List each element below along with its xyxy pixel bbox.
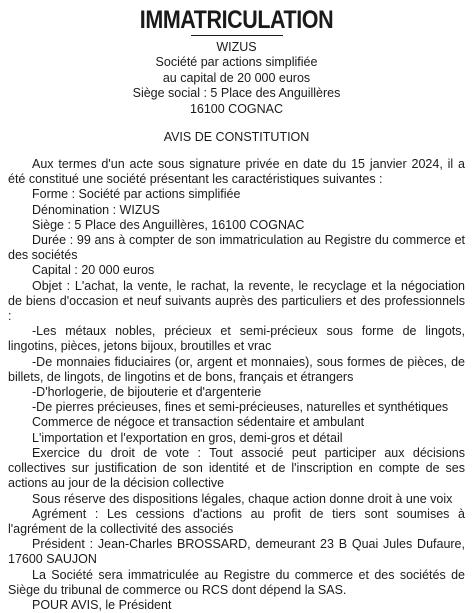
notice-title: AVIS DE CONSTITUTION — [163, 130, 310, 145]
company-form: Société par actions simplifiée — [155, 55, 318, 70]
paragraph: Exercice du droit de vote : Tout associé peut participer aux décisions collectives sur justification de son identité et de l'inscription en compte de ses actions au jour de la décision collective — [8, 445, 465, 491]
paragraph: Objet : L'achat, la vente, le rachat, la revente, le recyclage et la négociation de biens d'occasion et neuf suivants auprès des particuliers et des professionnels : — [8, 278, 465, 324]
paragraph: -De monnaies fiduciaires (or, argent et monnaies), sous formes de pièces, de billets, de lingots, de lingotins et de bons, français et étrangers — [8, 354, 465, 384]
company-capital: au capital de 20 000 euros — [162, 70, 311, 85]
paragraph: -D'horlogerie, de bijouterie et d'argenterie — [32, 385, 262, 400]
paragraph: -De pierres précieuses, fines et semi-précieuses, naturelles et synthétiques — [32, 400, 449, 415]
company-seat: Siège social : 5 Place des Anguillères — [132, 86, 341, 101]
notice-body — [8, 157, 465, 613]
paragraph: -Les métaux nobles, précieux et semi-précieux sous forme de lingots, lingotins, pièces, jetons bijoux, broutilles et vrac — [8, 324, 465, 354]
paragraph: Capital : 20 000 euros — [32, 263, 155, 278]
paragraph: Agrément : Les cessions d'actions au profit de tiers sont soumises à l'agrément de la collectivité des associés — [8, 506, 465, 536]
title-underline — [191, 35, 283, 36]
paragraph: Durée : 99 ans à compter de son immatriculation au Registre du commerce et des sociétés — [8, 233, 465, 263]
paragraph: L'importation et l'exportation en gros, demi-gros et détail — [32, 430, 343, 445]
signature-line: POUR AVIS, le Président — [32, 597, 172, 612]
paragraph: Sous réserve des dispositions légales, chaque action donne droit à une voix — [32, 491, 453, 506]
company-city: 16100 COGNAC — [189, 101, 284, 116]
paragraph: Siège : 5 Place des Anguillères, 16100 COGNAC — [32, 217, 305, 232]
paragraph: Forme : Société par actions simplifiée — [32, 187, 241, 202]
company-header — [8, 40, 465, 117]
paragraph: Aux termes d'un acte sous signature privée en date du 15 janvier 2024, il a été constitué une société présentant les caractéristiques suivantes : — [8, 157, 465, 187]
paragraph: Commerce de négoce et transaction sédentaire et ambulant — [32, 415, 365, 430]
paragraph: Dénomination : WIZUS — [32, 202, 160, 217]
paragraph: La Société sera immatriculée au Registre du commerce et des sociétés de Siège du tribunal de commerce ou RCS dont dépend la SAS. — [8, 567, 465, 597]
page-title: IMMATRICULATION — [139, 6, 334, 34]
company-name: WIZUS — [216, 40, 257, 54]
paragraph: Président : Jean-Charles BROSSARD, demeurant 23 B Quai Jules Dufaure, 17600 SAUJON — [8, 537, 465, 567]
